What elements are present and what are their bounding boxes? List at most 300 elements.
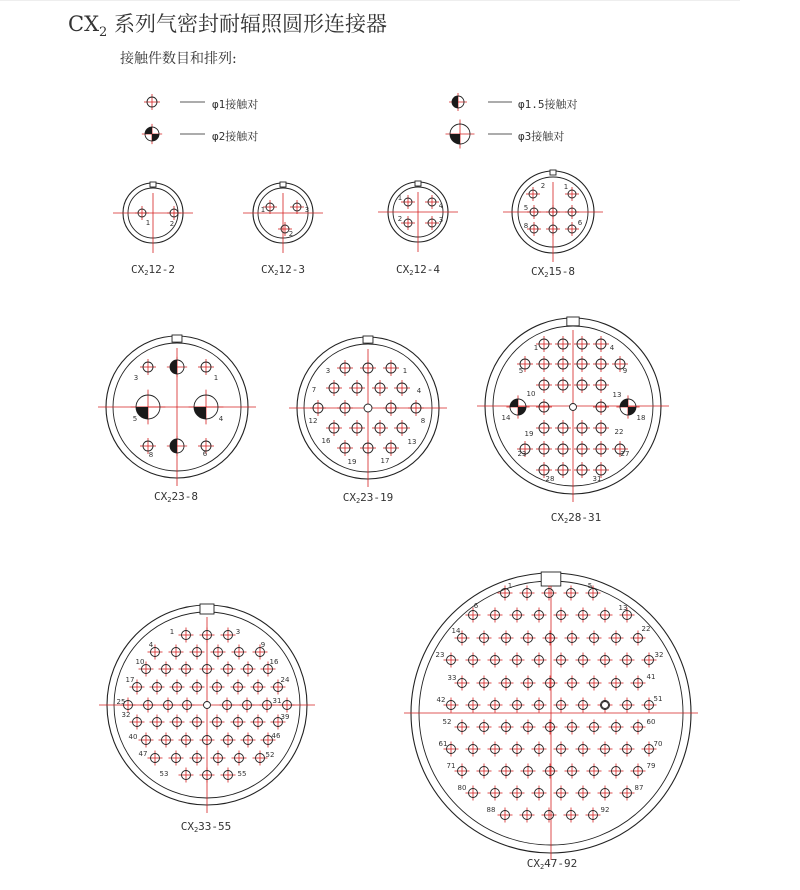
contact-number-label: 16 — [321, 437, 331, 445]
contact-symbol — [140, 359, 156, 375]
contact-number-label: 23 — [435, 651, 445, 659]
contact-symbol — [231, 715, 246, 730]
contact-symbol — [593, 420, 609, 436]
contact-symbol — [466, 653, 481, 668]
contact-symbol — [466, 786, 481, 801]
contact-number-label: 3 — [235, 628, 241, 636]
contact-symbol — [200, 733, 215, 748]
contact-symbol — [574, 420, 590, 436]
contact-number-label: 70 — [653, 740, 663, 748]
contact-symbol — [169, 751, 184, 766]
contact-symbol — [576, 742, 591, 757]
connector-12-3 — [243, 182, 323, 253]
contact-symbol — [290, 200, 304, 214]
connector-23-19 — [289, 336, 447, 487]
key-notch — [415, 181, 421, 186]
contact-symbol — [210, 680, 225, 695]
contact-symbol — [221, 662, 236, 677]
contact-symbol — [221, 628, 236, 643]
contact-symbol — [554, 742, 569, 757]
legend-symbols — [142, 93, 512, 149]
contact-number-label: 31 — [592, 475, 602, 483]
contact-symbol — [631, 720, 646, 735]
contact-symbol — [554, 608, 569, 623]
contact-number-label: 92 — [600, 806, 610, 814]
contact-number-label: 6 — [473, 602, 479, 610]
contact-fill — [450, 134, 460, 144]
contact-symbol — [574, 462, 590, 478]
contact-symbol — [326, 420, 342, 436]
contact-symbol — [190, 645, 205, 660]
contact-number-label: 13 — [407, 438, 417, 446]
contact-symbol — [200, 628, 215, 643]
contact-number-label: 31 — [272, 697, 282, 705]
contact-symbol — [232, 645, 247, 660]
page-title: $CX_2$ 系列气密封耐辐照圆形连接器 — [68, 12, 387, 40]
contact-number-label: 17 — [125, 676, 135, 684]
contact-symbol — [477, 676, 492, 691]
contact-symbol — [532, 653, 547, 668]
contact-number-label: 47 — [138, 750, 148, 758]
legend-label-phi2: φ2接触对 — [212, 130, 259, 143]
contact-symbol — [631, 676, 646, 691]
contact-symbol — [631, 764, 646, 779]
contact-symbol — [565, 720, 580, 735]
contact-symbol — [554, 653, 569, 668]
contact-fill — [452, 96, 458, 108]
contact-symbol — [360, 360, 376, 376]
contact-symbol — [180, 698, 195, 713]
connector-label-12-4: $CX_212-4$ — [396, 263, 440, 277]
contact-symbol — [159, 733, 174, 748]
contact-symbol — [532, 786, 547, 801]
contact-symbol — [383, 440, 399, 456]
contact-fill — [518, 407, 526, 415]
contact-symbol — [161, 698, 176, 713]
contact-symbol — [179, 733, 194, 748]
connector-28-31 — [477, 317, 669, 502]
contact-symbol — [536, 420, 552, 436]
contact-symbol — [498, 808, 513, 823]
contact-number-label: 53 — [159, 770, 169, 778]
contact-number-label: 42 — [436, 696, 446, 704]
contact-number-label: 4 — [148, 641, 154, 649]
contact-symbol — [167, 357, 187, 377]
contact-symbol — [466, 698, 481, 713]
contact-symbol — [593, 377, 609, 393]
contact-symbol — [510, 608, 525, 623]
contact-symbol — [576, 653, 591, 668]
contact-symbol — [372, 380, 388, 396]
contact-symbol — [190, 680, 205, 695]
contact-symbol — [598, 608, 613, 623]
contact-symbol — [444, 653, 459, 668]
contact-symbol — [159, 662, 174, 677]
contact-symbol — [449, 93, 467, 111]
contact-symbol — [593, 356, 609, 372]
contact-symbol — [532, 742, 547, 757]
contact-fill — [170, 439, 177, 453]
contact-symbol — [488, 653, 503, 668]
contact-symbol — [488, 786, 503, 801]
key-notch — [172, 335, 182, 342]
contact-symbol — [554, 698, 569, 713]
contact-symbol — [543, 764, 558, 779]
contact-number-label: 3 — [304, 206, 310, 214]
key-notch — [150, 182, 156, 187]
contact-number-label: 61 — [438, 740, 448, 748]
contact-symbol — [593, 441, 609, 457]
contact-symbol — [565, 764, 580, 779]
contact-number-label: 1 — [260, 206, 266, 214]
contact-symbol — [527, 205, 541, 219]
contact-number-label: 1 — [169, 628, 175, 636]
contact-symbol — [620, 786, 635, 801]
contact-symbol — [499, 720, 514, 735]
key-notch — [200, 604, 214, 614]
contact-symbol — [198, 359, 214, 375]
contact-symbol — [142, 124, 162, 144]
contact-number-label: 23 — [517, 450, 527, 458]
connector-label-33-55: $CX_233-55$ — [180, 820, 232, 834]
contact-symbol — [190, 715, 205, 730]
contact-number-label: 13 — [612, 391, 622, 399]
contact-symbol — [148, 751, 163, 766]
contact-number-label: 4 — [438, 202, 444, 210]
contact-symbol — [576, 698, 591, 713]
contact-number-label: 14 — [451, 627, 461, 635]
contact-number-label: 17 — [380, 457, 390, 465]
contact-number-label: 9 — [622, 367, 628, 375]
contact-number-label: 71 — [446, 762, 456, 770]
contact-symbol — [609, 764, 624, 779]
contact-symbol — [620, 742, 635, 757]
contact-symbol — [130, 715, 145, 730]
contact-symbol — [609, 720, 624, 735]
contact-symbol — [620, 698, 635, 713]
contact-symbol — [586, 808, 601, 823]
contact-symbol — [521, 631, 536, 646]
contact-number-label: 79 — [646, 762, 656, 770]
contact-number-label: 19 — [347, 458, 357, 466]
key-notch — [363, 336, 373, 343]
contact-number-label: 55 — [237, 770, 247, 778]
contact-number-label: 46 — [271, 732, 281, 740]
connector-12-2 — [113, 182, 193, 253]
contact-symbol — [532, 608, 547, 623]
contact-number-label: 33 — [447, 674, 457, 682]
contact-symbol — [394, 380, 410, 396]
contact-symbol — [532, 698, 547, 713]
contact-number-label: 3 — [438, 216, 444, 224]
contact-symbol — [587, 676, 602, 691]
contact-symbol — [555, 377, 571, 393]
contact-number-label: 87 — [634, 784, 644, 792]
contact-symbol — [536, 356, 552, 372]
contact-symbol — [598, 742, 613, 757]
contact-symbol — [510, 653, 525, 668]
contact-symbol — [394, 420, 410, 436]
contact-symbol — [488, 742, 503, 757]
contact-symbol — [383, 400, 399, 416]
page-subtitle: 接触件数目和排列: — [120, 51, 237, 67]
contact-number-label: 7 — [311, 386, 317, 394]
contact-symbol — [564, 808, 579, 823]
center-guide-pin — [364, 404, 372, 412]
contact-number-label: 32 — [654, 651, 664, 659]
contact-number-label: 1 — [507, 582, 513, 590]
contact-fill — [620, 399, 628, 407]
contact-symbol — [574, 441, 590, 457]
legend-label-phi1-5: φ1.5接触对 — [518, 98, 578, 111]
contact-symbol — [310, 400, 326, 416]
contact-number-label: 1 — [563, 183, 569, 191]
contact-number-label: 8 — [420, 417, 426, 425]
contact-symbol — [360, 440, 376, 456]
connector-label-12-3: $CX_212-3$ — [261, 263, 305, 277]
contact-symbol — [609, 676, 624, 691]
contact-symbol — [576, 608, 591, 623]
contact-symbol — [141, 698, 156, 713]
contact-fill — [194, 407, 206, 419]
contact-number-label: 1 — [213, 374, 219, 382]
contact-symbol — [564, 586, 579, 601]
contact-symbol — [337, 440, 353, 456]
contact-symbol — [546, 222, 560, 236]
contact-symbol — [337, 360, 353, 376]
contact-number-label: 10 — [526, 390, 536, 398]
contact-number-label: 2 — [540, 182, 546, 190]
contact-symbol — [555, 441, 571, 457]
center-guide-pin — [570, 404, 577, 411]
contact-symbol — [326, 380, 342, 396]
contact-symbol — [408, 400, 424, 416]
contact-symbol — [593, 399, 609, 415]
contact-symbol — [349, 420, 365, 436]
contact-symbol — [401, 195, 415, 209]
contact-number-label: 5 — [132, 415, 138, 423]
contact-symbol — [211, 645, 226, 660]
contact-symbol — [401, 216, 415, 230]
contact-symbol — [372, 420, 388, 436]
contact-number-label: 2 — [169, 220, 175, 228]
contact-number-label: 80 — [457, 784, 467, 792]
contact-symbol — [521, 720, 536, 735]
contact-symbol — [135, 206, 149, 220]
contact-number-label: 6 — [202, 450, 208, 458]
contact-fill — [145, 127, 152, 134]
contact-symbol — [546, 205, 560, 219]
contact-symbol — [337, 400, 353, 416]
contact-number-label: 88 — [486, 806, 496, 814]
contact-symbol — [520, 808, 535, 823]
contact-symbol — [139, 733, 154, 748]
contact-symbol — [200, 662, 215, 677]
contact-number-label: 3 — [133, 374, 139, 382]
contact-number-label: 19 — [524, 430, 534, 438]
contact-symbol — [576, 786, 591, 801]
guide-pin — [602, 702, 609, 709]
contact-fill — [136, 407, 148, 419]
contact-symbol — [555, 336, 571, 352]
connector-label-12-2: $CX_212-2$ — [131, 263, 175, 277]
contact-symbol — [455, 720, 470, 735]
contact-number-label: 41 — [646, 673, 656, 681]
contact-symbol — [425, 195, 439, 209]
connector-label-47-92: $CX_247-92$ — [526, 857, 578, 871]
contact-number-label: 51 — [653, 695, 663, 703]
contact-symbol — [280, 698, 295, 713]
contact-number-label: 10 — [135, 658, 145, 666]
contact-symbol — [587, 631, 602, 646]
contact-symbol — [488, 698, 503, 713]
contact-number-label: 32 — [121, 711, 131, 719]
contact-symbol — [598, 786, 613, 801]
contact-symbol — [574, 336, 590, 352]
contact-symbol — [240, 698, 255, 713]
contact-number-label: 40 — [128, 733, 138, 741]
contact-number-label: 6 — [577, 219, 583, 227]
contact-symbol — [555, 420, 571, 436]
contact-symbol — [565, 631, 580, 646]
contact-symbol — [466, 742, 481, 757]
contact-symbol — [536, 377, 552, 393]
legend-label-phi1: φ1接触对 — [212, 98, 259, 111]
contact-symbol — [144, 94, 160, 110]
contact-symbol — [232, 751, 247, 766]
key-notch — [550, 170, 556, 175]
contact-symbol — [477, 764, 492, 779]
contact-symbol — [555, 356, 571, 372]
contact-symbol — [565, 205, 579, 219]
contact-symbol — [167, 436, 187, 456]
contact-fill — [628, 407, 636, 415]
contact-symbol — [150, 715, 165, 730]
connector-label-23-19: $CX_223-19$ — [342, 491, 394, 505]
contact-symbol — [211, 751, 226, 766]
contact-symbol — [543, 676, 558, 691]
contact-symbol — [349, 380, 365, 396]
contact-number-label: 8 — [148, 451, 154, 459]
contact-symbol — [555, 462, 571, 478]
contact-symbol — [383, 360, 399, 376]
contact-symbol — [477, 631, 492, 646]
contact-number-label: 16 — [269, 658, 279, 666]
contact-number-label: 12 — [308, 417, 318, 425]
connectors-layer — [98, 170, 698, 860]
contact-number-label: 1 — [402, 367, 408, 375]
contact-symbol — [520, 586, 535, 601]
contact-symbol — [536, 399, 552, 415]
contact-symbol — [231, 680, 246, 695]
contact-symbol — [527, 222, 541, 236]
contact-fill — [152, 134, 159, 141]
contact-symbol — [444, 698, 459, 713]
contact-number-label: 13 — [618, 604, 628, 612]
contact-number-label: 1 — [533, 344, 539, 352]
contact-symbol — [593, 336, 609, 352]
contact-symbol — [179, 768, 194, 783]
contact-symbol — [220, 698, 235, 713]
contact-number-label: 52 — [442, 718, 452, 726]
contact-symbol — [543, 631, 558, 646]
contact-symbol — [574, 377, 590, 393]
contact-number-label: 5 — [523, 204, 529, 212]
key-notch — [541, 572, 561, 586]
contact-number-label: 18 — [636, 414, 646, 422]
contact-number-label: 4 — [609, 344, 615, 352]
contact-symbol — [543, 720, 558, 735]
key-notch — [567, 317, 579, 326]
contact-symbol — [542, 586, 557, 601]
contact-symbol — [526, 187, 540, 201]
contact-number-label: 52 — [265, 751, 275, 759]
key-notch — [280, 182, 286, 187]
contact-symbol — [499, 676, 514, 691]
contact-symbol — [190, 751, 205, 766]
contact-number-label: 28 — [545, 475, 555, 483]
contact-number-label: 1 — [397, 194, 403, 202]
contact-symbol — [210, 715, 225, 730]
connector-label-28-31: $CX_228-31$ — [550, 511, 602, 525]
contact-symbol — [169, 645, 184, 660]
contact-symbol — [477, 720, 492, 735]
contact-symbol — [241, 733, 256, 748]
contact-number-label: 8 — [523, 222, 529, 230]
contact-number-label: 60 — [646, 718, 656, 726]
contact-symbol — [587, 764, 602, 779]
contact-symbol — [521, 676, 536, 691]
contact-number-label: 25 — [116, 698, 126, 706]
connector-23-8 — [98, 335, 256, 486]
contact-symbol — [251, 680, 266, 695]
connector-label-23-8: $CX_223-8$ — [154, 490, 198, 504]
contact-symbol — [200, 768, 215, 783]
contact-symbol — [587, 720, 602, 735]
contact-symbol — [533, 336, 552, 352]
contact-number-label: 5 — [518, 367, 524, 375]
contact-symbol — [521, 764, 536, 779]
contact-symbol — [170, 715, 185, 730]
contact-number-label: 4 — [218, 415, 224, 423]
contact-fill — [510, 399, 518, 407]
contact-symbol — [574, 356, 590, 372]
contact-symbol — [488, 608, 503, 623]
contact-symbol — [554, 786, 569, 801]
contact-symbol — [499, 631, 514, 646]
connector-33-55 — [99, 604, 315, 813]
connector-12-4 — [378, 181, 458, 252]
contact-symbol — [455, 676, 470, 691]
contact-symbol — [598, 653, 613, 668]
contact-number-label: 39 — [280, 713, 290, 721]
contact-symbol — [179, 662, 194, 677]
contact-number-label: 9 — [260, 641, 266, 649]
contact-symbol — [241, 662, 256, 677]
contact-number-label: 5 — [587, 582, 593, 590]
connector-label-15-8: $CX_215-8$ — [531, 265, 575, 279]
contact-number-label: 27 — [620, 450, 630, 458]
contact-number-label: 24 — [280, 676, 290, 684]
center-guide-pin — [204, 702, 211, 709]
contact-symbol — [455, 764, 470, 779]
contact-symbol — [221, 733, 236, 748]
contact-fill — [170, 360, 177, 374]
contact-number-label: 22 — [614, 428, 624, 436]
contact-symbol — [536, 441, 552, 457]
connector-47-92 — [404, 572, 698, 860]
contact-symbol — [150, 680, 165, 695]
